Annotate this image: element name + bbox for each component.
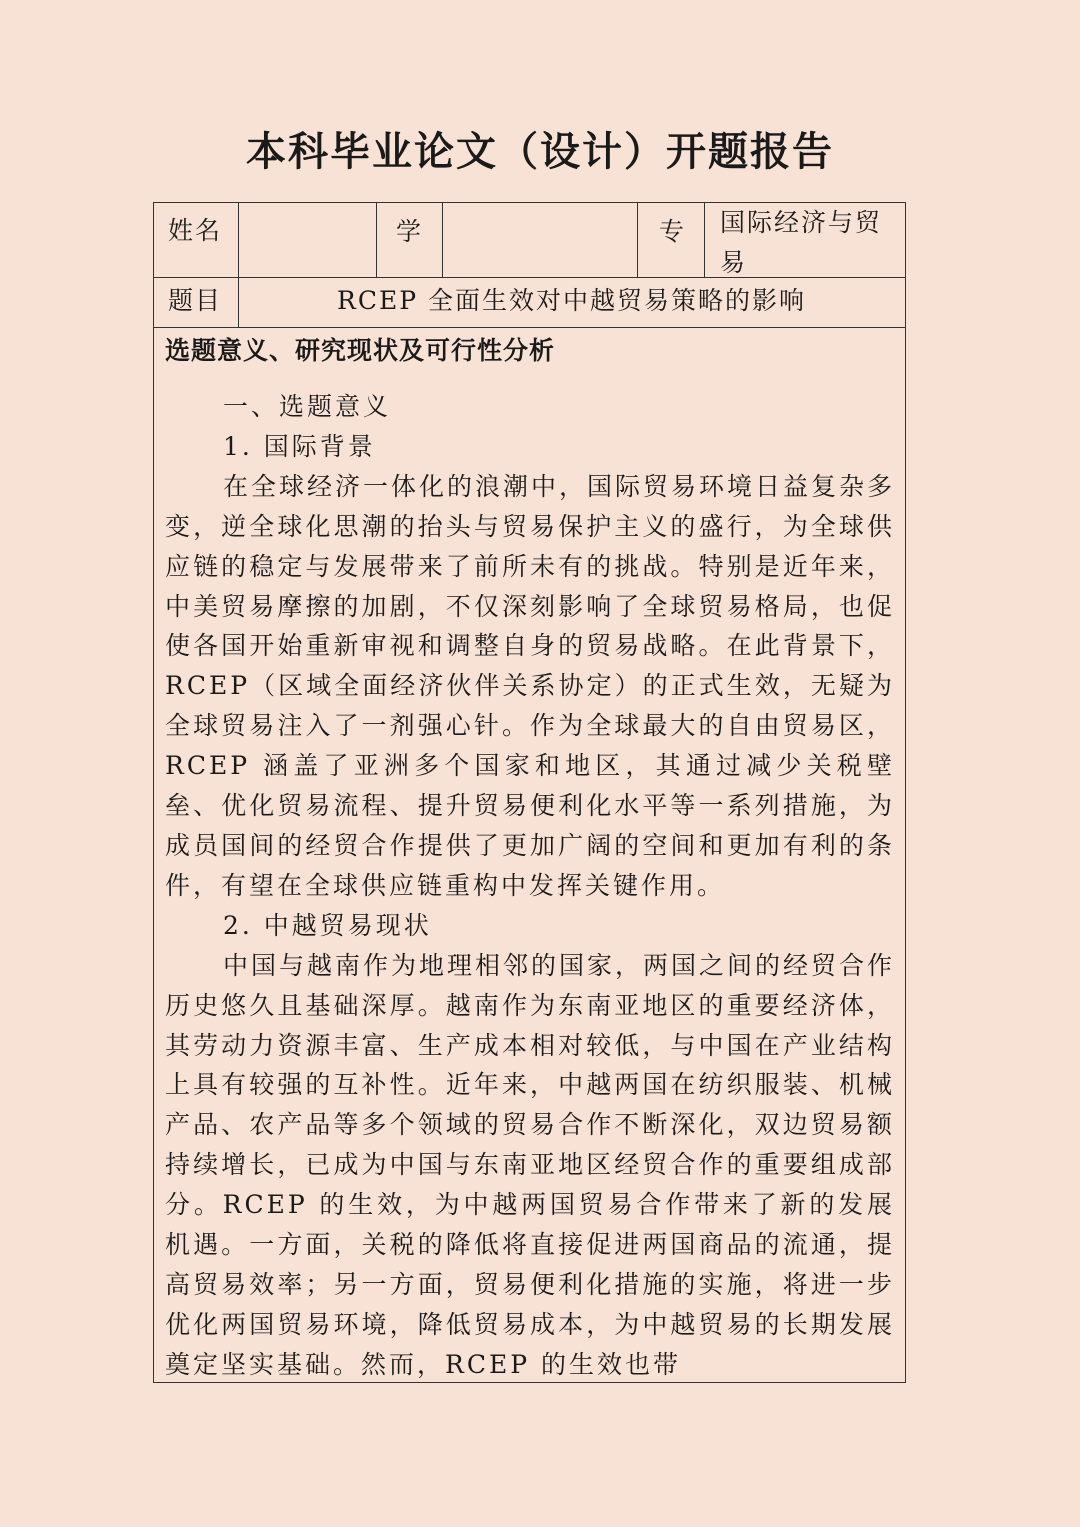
point1-title: 1. 国际背景: [223, 431, 376, 461]
name-label: 姓名: [168, 216, 223, 245]
document-title: 本科毕业论文（设计）开题报告: [246, 129, 834, 175]
col-divider-3: [442, 203, 443, 277]
row-divider-1: [154, 277, 905, 278]
topic-label: 题目: [168, 286, 223, 315]
topic-value: RCEP 全面生效对中越贸易策略的影响: [337, 286, 806, 315]
row-divider-2: [154, 327, 905, 328]
major-label: 专: [659, 217, 687, 246]
col-divider-5: [704, 203, 705, 277]
student-id-label: 学: [396, 217, 424, 246]
report-table: [153, 202, 906, 1383]
subheading: 一、选题意义: [223, 392, 392, 421]
point1-paragraph: 在全球经济一体化的浪潮中，国际贸易环境日益复杂多变，逆全球化思潮的抬头与贸易保护主义的盛行，为全球供应链的稳定与发展带来了前所未有的挑战。特别是近年来，中美贸易摩擦的加剧，不仅深刻影响了全球贸易格局，也促使各国开始重新审视和调整自身的贸易战略。在此背景下，RCEP（区域全面经济伙伴关系协定）的正式生效，无疑为全球贸易注入了一剂强心针。作为全球最大的自由贸易区，RCEP 涵盖了亚洲多个国家和地区，其通过减少关税壁垒、优化贸易流程、提升贸易便利化水平等一系列措施，为成员国间的经贸合作提供了更加广阔的空间和更加有利的条件，有望在全球供应链重构中发挥关键作用。: [165, 471, 896, 900]
col-divider-2: [376, 203, 377, 277]
section-body: [165, 387, 895, 1383]
major-value: 国际经济与贸易: [720, 208, 883, 276]
point2-title: 2. 中越贸易现状: [223, 910, 432, 940]
section-heading: 选题意义、研究现状及可行性分析: [165, 336, 556, 365]
col-divider-4: [637, 203, 638, 277]
point2-paragraph: 中国与越南作为地理相邻的国家，两国之间的经贸合作历史悠久且基础深厚。越南作为东南亚地区的重要经济体，其劳动力资源丰富、生产成本相对较低，与中国在产业结构上具有较强的互补性。近年来，中越两国在纺织服装、机械产品、农产品等多个领域的贸易合作不断深化，双边贸易额持续增长，已成为中国与东南亚地区经贸合作的重要组成部分。RCEP 的生效，为中越两国贸易合作带来了新的发展机遇。一方面，关税的降低将直接促进两国商品的流通，提高贸易效率；另一方面，贸易便利化措施的实施，将进一步优化两国贸易环境，降低贸易成本，为中越贸易的长期发展奠定坚实基础。然而，RCEP 的生效也带: [165, 950, 896, 1379]
